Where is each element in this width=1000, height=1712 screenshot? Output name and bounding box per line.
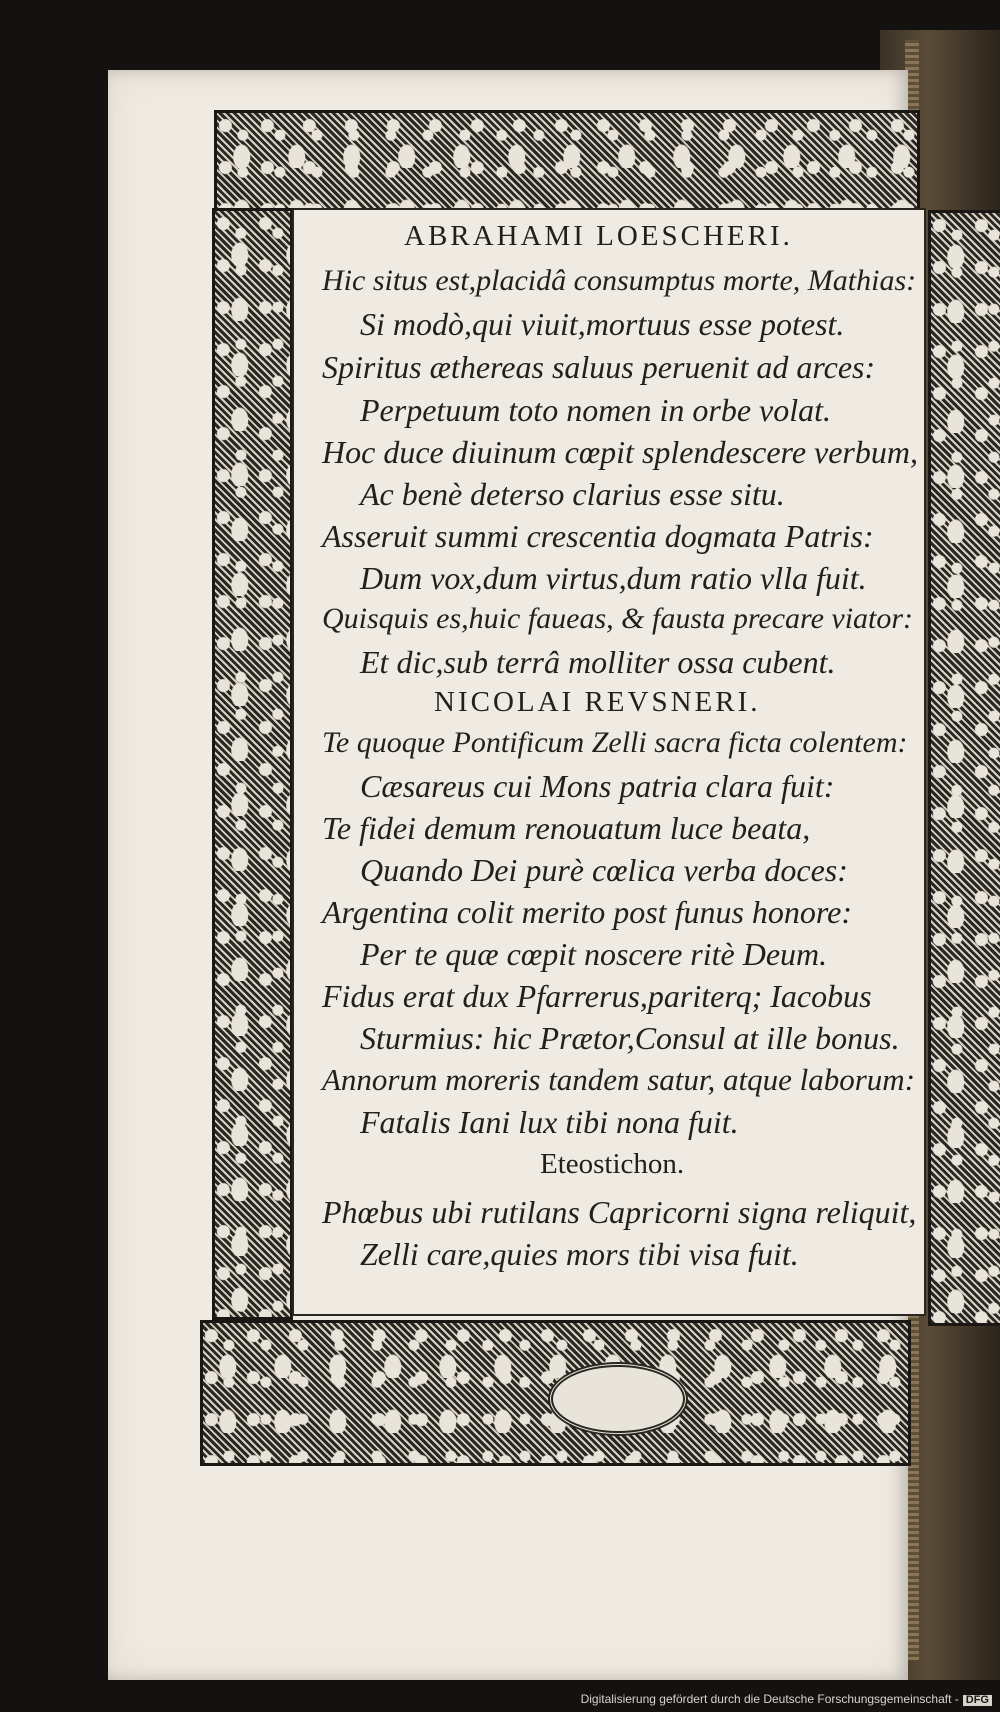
poem-line: Hoc duce diuinum cœpit splendescere verbum,	[322, 434, 918, 470]
woodcut-border-top	[214, 110, 920, 214]
poem-line: Per te quæ cœpit noscere ritè Deum.	[360, 936, 828, 972]
poem-line: Te fidei demum renouatum luce beata,	[322, 810, 811, 846]
woodcut-border-right	[928, 210, 1000, 1326]
poem-line: Spiritus æthereas saluus peruenit ad arces:	[322, 349, 876, 385]
heading-reusneri: NICOLAI REVSNERI.	[434, 686, 761, 718]
heading-loescheri: ABRAHAMI LOESCHERI.	[404, 220, 793, 252]
poem-line: Quando Dei purè cœlica verba doces:	[360, 852, 848, 888]
digitization-credit	[581, 1693, 992, 1706]
poem-line: Perpetuum toto nomen in orbe volat.	[360, 392, 832, 428]
woodcut-border-left	[212, 208, 293, 1320]
poem-line: Te quoque Pontificum Zelli sacra ficta colentem:	[322, 726, 908, 759]
poem-line: Zelli care,quies mors tibi visa fuit.	[360, 1236, 799, 1272]
dfg-logo: DFG	[963, 1695, 992, 1706]
heading-eteostichon: Eteostichon.	[540, 1148, 685, 1180]
poem-line: Argentina colit merito post funus honore:	[322, 894, 853, 930]
poem-line: Quisquis es,huic faueas, & fausta precare viator:	[322, 602, 914, 635]
poem-line: Sturmius: hic Prætor,Consul at ille bonus.	[360, 1020, 900, 1056]
poem-line: Dum vox,dum virtus,dum ratio vlla fuit.	[360, 560, 867, 596]
poem-line: Fatalis Iani lux tibi nona fuit.	[360, 1104, 739, 1140]
poem-line: Ac benè deterso clarius esse situ.	[360, 476, 785, 512]
credit-text: Digitalisierung gefördert durch die Deutsche Forschungsgemeinschaft -	[580, 1692, 959, 1706]
poem-line: Cæsareus cui Mons patria clara fuit:	[360, 768, 835, 804]
poem-line: Hic situs est,placidâ consumptus morte, Mathias:	[322, 264, 917, 297]
poem-line: Si modò,qui viuit,mortuus esse potest.	[360, 306, 845, 342]
cartouche-ornament	[548, 1362, 688, 1436]
poem-line: Asseruit summi crescentia dogmata Patris:	[322, 518, 874, 554]
poem-line: Fidus erat dux Pfarrerus,pariterq; Iacobus	[322, 978, 872, 1014]
poem-line: Annorum moreris tandem satur, atque laborum:	[322, 1062, 916, 1097]
poem-line: Phœbus ubi rutilans Capricorni signa reliquit,	[322, 1194, 917, 1230]
poem-line: Et dic,sub terrâ molliter ossa cubent.	[360, 644, 836, 680]
